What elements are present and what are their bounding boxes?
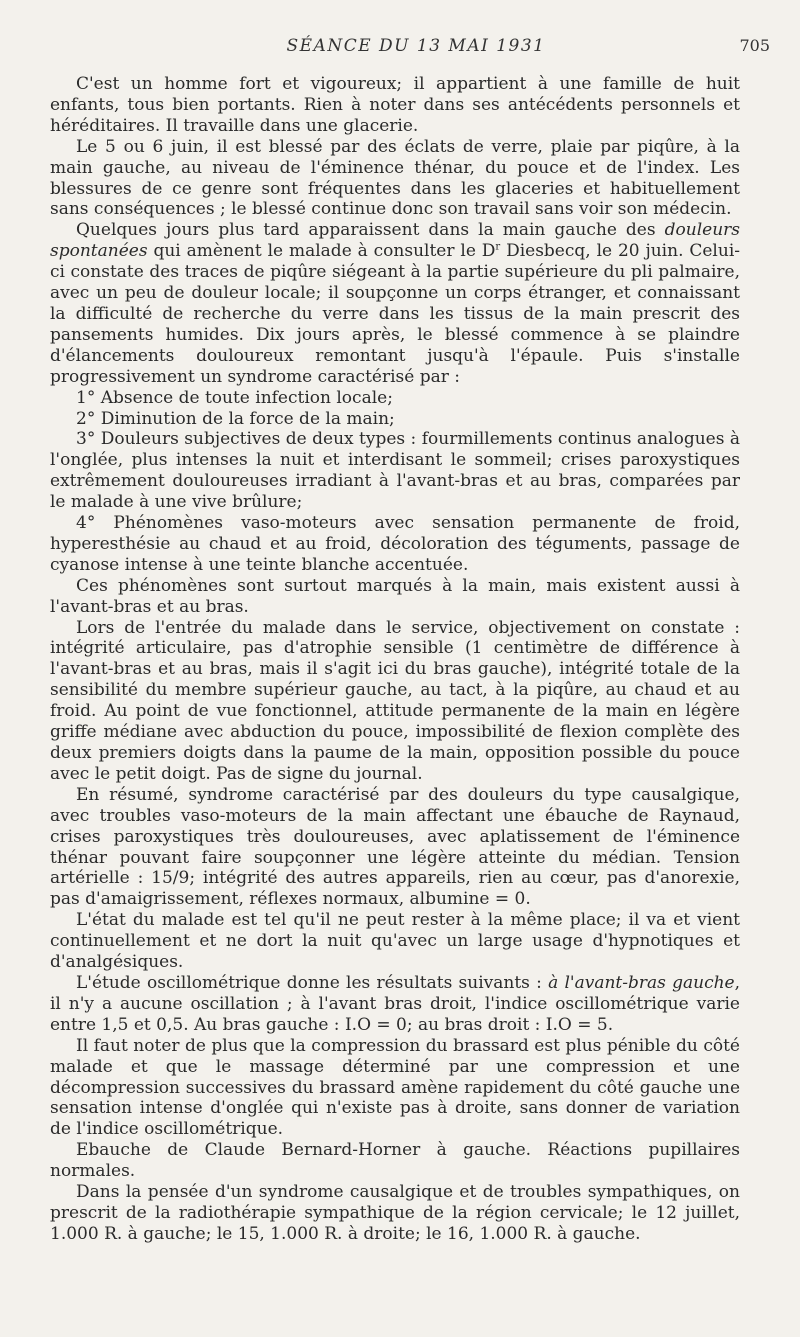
- paragraph-oscillometry: [50, 973, 740, 1036]
- paragraph-summary: En résumé, syndrome caractérisé par des douleurs du type causalgique, avec troubles vaso-moteurs de la main affectant une ébauche de Raynaud, crises paroxystiques très douloureuses, avec aplatissement de l'éminence thénar pouvant faire soupçonner une légère atteinte du médian. Tension artérielle : 15/9; intégrité des autres appareils, rien au cœur, pas d'anorexie, pas d'amaigrissement, réflexes normaux, albumine = 0.: [50, 784, 740, 910]
- paragraph-treatment: Dans la pensée d'un syndrome causalgique et de troubles sympathiques, on prescrit de la radiothérapie sympathique de la région cervicale; le 12 juillet, 1.000 R. à gauche; le 15, 1.000 R. à droite; le 16, 1.000 R. à gauche.: [50, 1182, 740, 1244]
- list-item-3: 3° Douleurs subjectives de deux types : fourmillements continus analogues à l'onglée, plus intenses la nuit et interdisant le sommeil; crises paroxystiques extrêmement douloureuses irradiant à l'avant-bras et au bras, comparées par le malade à une vive brûlure;: [50, 429, 740, 513]
- running-head: SÉANCE DU 13 MAI 1931: [286, 36, 546, 56]
- page-number: 705: [739, 36, 770, 55]
- paragraph-oscillometry-emphasis: à l'avant-bras gauche: [548, 972, 735, 993]
- doctor-abbrev-superscript: r: [495, 241, 501, 253]
- paragraph-examination: Lors de l'entrée du malade dans le service, objectivement on constate : intégrité articulaire, pas d'atrophie sensible (1 centimètre de différence à l'avant-bras et au bras, mais il s'agit ici du bras gauche), intégrité totale de la sensibilité du membre supérieur gauche, au tact, à la piqûre, au chaud et au froid. Au point de vue fonctionnel, attitude permanente de la main en légère griffe médiane avec abduction du pouce, impossibilité de flexion complète des deux premiers doigts dans la paume de la main, opposition possible du pouce avec le petit doigt. Pas de signe du journal.: [50, 617, 740, 784]
- paragraph-patient-state: L'état du malade est tel qu'il ne peut rester à la même place; il va et vient continuellement et ne dort la nuit qu'avec un large usage d'hypnotiques et d'analgésiques.: [50, 910, 740, 973]
- paragraph-symptom-onset: [50, 220, 740, 387]
- paragraph-symptom-onset-text: qui amènent le malade à consulter le D: [147, 241, 496, 262]
- page-header: [62, 36, 770, 62]
- list-item-1: 1° Absence de toute infection locale;: [76, 387, 393, 408]
- article-body: [50, 74, 740, 1245]
- paragraph-injury: Le 5 ou 6 juin, il est blessé par des éclats de verre, plaie par piqûre, à la main gauche, au niveau de l'éminence thénar, du pouce et de l'index. Les blessures de ce genre sont fréquentes dans les glaceries et habituellement sans conséquences ; le blessé continue donc son travail sans voir son médecin.: [50, 136, 740, 220]
- paragraph-patient-history: C'est un homme fort et vigoureux; il appartient à une famille de huit enfants, tous bien portants. Rien à noter dans ses antécédents personnels et héréditaires. Il travaille dans une glacerie.: [50, 74, 740, 136]
- paragraph-oscillometry-rest: , il n'y a aucune oscillation ; à l'avant bras droit, l'indice oscillométrique varie entre 1,5 et 0,5. Au bras gauche : I.O = 0; au bras droit : I.O = 5.: [50, 972, 740, 1035]
- paragraph-symptom-onset-emphasis: douleurs spontanées: [50, 220, 740, 262]
- paragraph-symptom-onset-rest: Diesbecq, le 20 juin. Celui-ci constate des traces de piqûre siégeant à la partie supérieure du pli palmaire, avec un peu de douleur locale; il soupçonne un corps étranger, et connaissant la difficulté de recherche du verre dans les tissus de la main prescrit des pansements humides. Dix jours après, le blessé commence à se plaindre d'élancements douloureux remontant jusqu'à l'épaule. Puis s'installe progressivement un syndrome caractérisé par :: [50, 241, 740, 387]
- list-item-4: 4° Phénomènes vaso-moteurs avec sensation permanente de froid, hyperesthésie au chaud et au froid, décoloration des téguments, passage de cyanose intense à une teinte blanche accentuée.: [50, 513, 740, 575]
- list-item-2: 2° Diminution de la force de la main;: [76, 408, 395, 429]
- paragraph-oscillometry-lead: L'étude oscillométrique donne les résultats suivants :: [76, 972, 549, 993]
- paragraph-horner: Ebauche de Claude Bernard-Horner à gauche. Réactions pupillaires normales.: [50, 1140, 740, 1182]
- paragraph-symptom-onset-lead: Quelques jours plus tard apparaissent dans la main gauche des: [76, 220, 665, 241]
- paragraph-compression: Il faut noter de plus que la compression du brassard est plus pénible du côté malade et que le massage déterminé par une compression et une décompression successives du brassard amène rapidement du côté gauche une sensation intense d'onglée qui n'existe pas à droite, sans donner de variation de l'indice oscillométrique.: [50, 1035, 740, 1140]
- paragraph-localization: Ces phénomènes sont surtout marqués à la main, mais existent aussi à l'avant-bras et au bras.: [50, 575, 740, 617]
